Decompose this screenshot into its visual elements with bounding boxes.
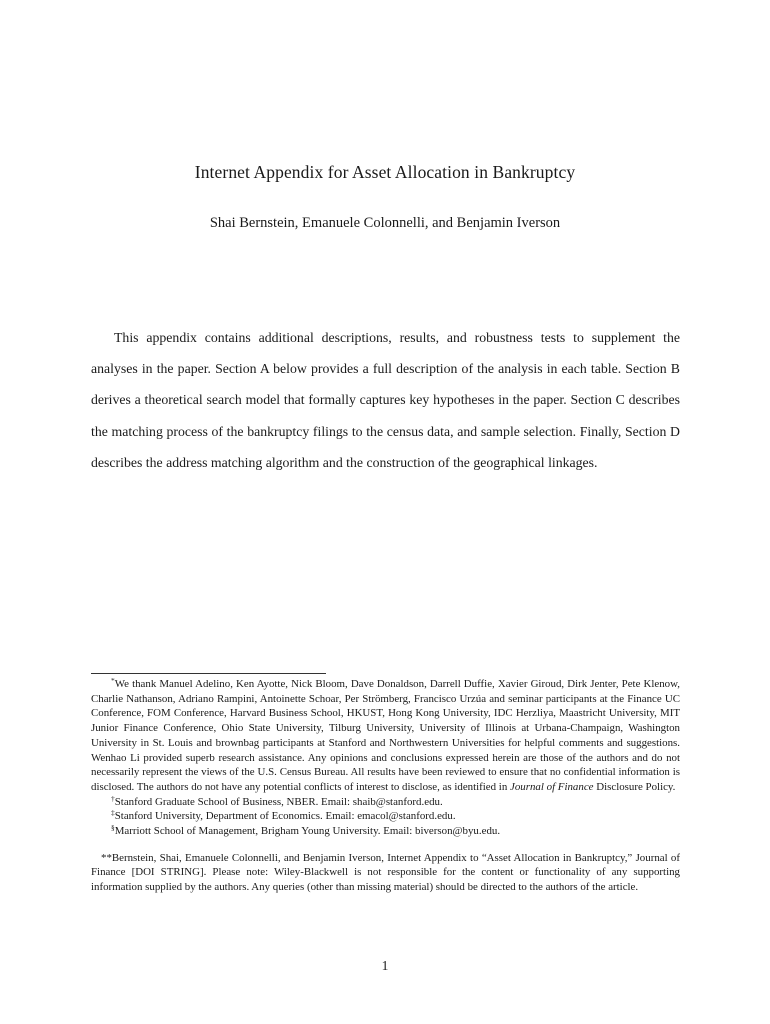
- footnote-publisher-note: [91, 851, 680, 895]
- paper-title: Internet Appendix for Asset Allocation in Bankruptcy: [194, 162, 576, 182]
- footnote-thanks-tail: Disclosure Policy.: [596, 780, 676, 793]
- footnote-rule: [91, 673, 326, 674]
- footnote-thanks-text: We thank Manuel Adelino, Ken Ayotte, Nick Bloom, Dave Donaldson, Darrell Duffie, Xavier Giroud, Dirk Jenter, Pete Klenow, Charlie Nathanson, Adriano Rampini, Antoinette Schoar, Per Strömberg, Francisco Urzúa and seminar participants at the Finance UC Conference, FOM Conference, Harvard Business School, HKUST, Hong Kong University, IDC Herzliya, Maastricht University, MIT Junior Finance Conference, Ohio State University, Tilburg University, University of Illinois at Urbana-Champaign, Washington University in St. Louis and brownbag participants at Stanford and Northwestern Universities for helpful comments and suggestions. Wenhao Li provided superb research assistance. Any opinions and conclusions expressed herein are those of the authors and do not necessarily represent the views of the U.S. Census Bureau. All results have been reviewed to ensure that no confidential information is disclosed. The authors do not have any potential conflicts of interest to disclose, as identified in: [91, 678, 680, 793]
- footnote-mark: *: [111, 676, 115, 685]
- affiliation-text: Stanford University, Department of Economics. Email: emacol@stanford.edu.: [114, 810, 456, 823]
- footnote-affiliation: [91, 809, 680, 824]
- abstract-paragraph: This appendix contains additional descriptions, results, and robustness tests to supplement the analyses in the paper. Section A below provides a full description of the analysis in each table. Section B derives a theoretical search model that formally captures key hypotheses in the paper. Section C describes the matching process of the bankruptcy filings to the census data, and sample selection. Finally, Section D describes the address matching algorithm and the construction of the geographical linkages.: [91, 330, 680, 470]
- footnote-acknowledgements: [91, 677, 680, 795]
- footnote-affiliation: [91, 824, 680, 839]
- publisher-note-text: Bernstein, Shai, Emanuele Colonnelli, and Benjamin Iverson, Internet Appendix to “Asset Allocation in Bankruptcy,” Journal of Finance [DOI STRING]. Please note: Wiley-Blackwell is not responsible for the content or functionality of any supporting information supplied by the authors. Any queries (other than missing material) should be directed to the authors of the article.: [91, 851, 680, 894]
- footnote-mark: †: [111, 793, 115, 803]
- footnote-mark: §: [111, 823, 115, 833]
- footnotes-block: [91, 677, 680, 895]
- footnote-affiliation: [91, 795, 680, 810]
- journal-name: Journal of Finance: [510, 780, 594, 793]
- page-number: 1: [381, 958, 389, 973]
- footnote-mark: **: [101, 851, 112, 864]
- affiliation-text: Stanford Graduate School of Business, NBER. Email: shaib@stanford.edu.: [114, 795, 443, 808]
- author-list: Shai Bernstein, Emanuele Colonnelli, and Benjamin Iverson: [209, 215, 561, 231]
- affiliation-text: Marriott School of Management, Brigham Young University. Email: biverson@byu.edu.: [114, 825, 501, 838]
- footnote-mark: ‡: [111, 808, 115, 818]
